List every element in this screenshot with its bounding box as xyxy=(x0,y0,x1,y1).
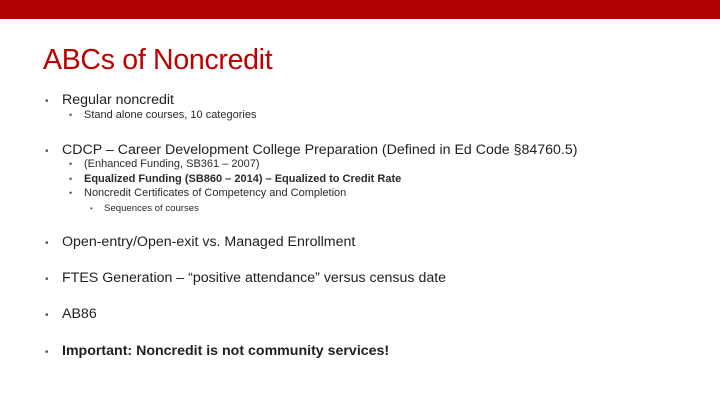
bullet-text: Noncredit Certificates of Competency and Completion xyxy=(84,187,347,199)
bullet-text: Equalized Funding (SB860 – 2014) – Equalized to Credit Rate xyxy=(84,173,402,185)
subsubbullet-sequences-of-courses xyxy=(90,203,199,214)
bullet-open-entry xyxy=(45,234,355,250)
bullet-cdcp xyxy=(45,142,578,158)
bullet-ftes-generation xyxy=(45,270,446,286)
bullet-icon: • xyxy=(45,146,49,157)
subbullet-equalized-funding xyxy=(69,173,401,185)
bullet-text: AB86 xyxy=(62,306,97,322)
bullet-icon: • xyxy=(45,238,49,249)
bullet-text: Sequences of courses xyxy=(104,203,199,214)
subbullet-stand-alone-courses xyxy=(69,109,256,121)
bullet-icon: • xyxy=(69,188,73,198)
bullet-icon: • xyxy=(45,310,49,321)
subbullet-enhanced-funding xyxy=(69,158,260,170)
bullet-icon: • xyxy=(45,274,49,285)
bullet-icon: • xyxy=(90,204,93,213)
bullet-text: Regular noncredit xyxy=(62,92,174,108)
bullet-text: Stand alone courses, 10 categories xyxy=(84,109,257,121)
top-accent-bar xyxy=(0,0,720,19)
bullet-text: Important: Noncredit is not community services! xyxy=(62,343,390,359)
bullet-icon: • xyxy=(45,96,49,107)
bullet-text: (Enhanced Funding, SB361 – 2007) xyxy=(84,158,260,170)
bullet-ab86 xyxy=(45,306,97,322)
bullet-icon: • xyxy=(45,347,49,358)
subbullet-noncredit-certificates xyxy=(69,187,346,199)
slide-title: ABCs of Noncredit xyxy=(43,44,273,76)
bullet-text: FTES Generation – “positive attendance” versus census date xyxy=(62,270,447,286)
bullet-text: Open-entry/Open-exit vs. Managed Enrollment xyxy=(62,234,356,250)
bullet-text: CDCP – Career Development College Preparation (Defined in Ed Code §84760.5) xyxy=(62,142,578,158)
bullet-icon: • xyxy=(69,159,73,169)
bullet-icon: • xyxy=(69,174,73,184)
bullet-important-note xyxy=(45,343,389,359)
bullet-regular-noncredit xyxy=(45,92,174,108)
bullet-icon: • xyxy=(69,110,73,120)
